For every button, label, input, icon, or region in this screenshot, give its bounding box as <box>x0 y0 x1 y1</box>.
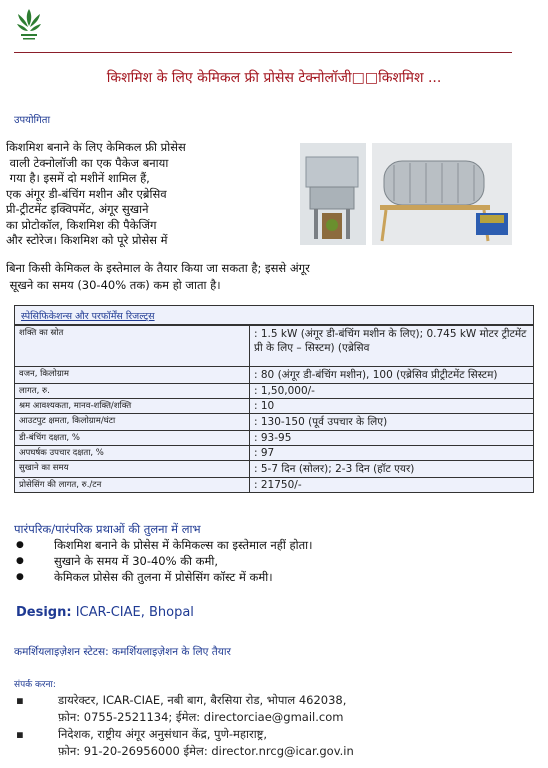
intro-line: और स्टोरेज। किशमिश को पूरे प्रोसेस में <box>6 233 168 247</box>
bullet-icon: ▪ <box>16 693 24 707</box>
spec-label: श्रम आवश्यकता, मानव-शक्ति/शक्ति <box>15 399 250 414</box>
table-row <box>15 384 533 399</box>
intro-paragraph <box>6 140 296 249</box>
spec-label: लागत, रु. <box>15 384 250 399</box>
intro-line: एक अंगूर डी-बंचिंग मशीन और एब्रेसिव <box>6 186 167 201</box>
abrasive-pretreatment-photo <box>372 143 512 245</box>
spec-label: शक्ति का स्रोत <box>15 326 250 367</box>
destemmer-photo <box>300 143 366 245</box>
spec-value: : 130-150 (पूर्व उपचार के लिए) <box>250 414 534 431</box>
table-row <box>15 326 533 367</box>
contact-list <box>14 692 534 760</box>
intro-tail <box>6 260 526 294</box>
list-item <box>14 726 534 760</box>
bullet-icon: ▪ <box>16 727 24 741</box>
table-row <box>15 399 533 414</box>
spec-value: : 93-95 <box>250 431 534 446</box>
intro-line: वाली टेक्नोलॉजी का एक पैकेज बनाया <box>6 155 169 170</box>
spec-value: : 97 <box>250 446 534 461</box>
contact-address: डायरेक्टर, ICAR-CIAE, नबी बाग, बैरसिया रोड, भोपाल 462038, <box>58 693 347 707</box>
table-row <box>15 414 533 431</box>
spec-value: : 21750/- <box>250 478 534 493</box>
comparison-title: पारंपरिक/पारंपरिक प्रथाओं की तुलना में लाभ <box>14 522 201 536</box>
table-row <box>15 431 533 446</box>
intro-line: गया है। इसमें दो मशीनें शामिल हैं, <box>6 171 150 185</box>
page-title: किशमिश के लिए केमिकल फ्री प्रोसेस टेक्नोलॉजी□□किशमिश ... <box>106 70 442 86</box>
design-credit <box>16 605 194 620</box>
contact-label: संपर्क करना: <box>14 680 56 690</box>
intro-line: सूखने का समय (30-40% तक) कम हो जाता है। <box>6 278 221 292</box>
comparison-list <box>14 537 313 585</box>
spec-label: डी-बंचिंग दक्षता, % <box>15 431 250 446</box>
spec-value: : 10 <box>250 399 534 414</box>
list-item: ● किशमिश बनाने के प्रोसेस में केमिकल्स का इस्तेमाल नहीं होता। <box>14 537 313 553</box>
design-label: Design: <box>16 605 72 620</box>
spec-label: वजन, किलोग्राम <box>15 367 250 384</box>
intro-line: प्री-ट्रीटमेंट इक्विपमेंट, अंगूर सुखाने <box>6 202 149 216</box>
spec-label: अपघर्षक उपचार दक्षता, % <box>15 446 250 461</box>
list-item <box>14 692 534 726</box>
specs-table <box>15 325 533 492</box>
machine-photos <box>300 143 512 245</box>
spec-value: : 1,50,000/- <box>250 384 534 399</box>
table-row <box>15 461 533 478</box>
intro-line: बिना किसी केमिकल के इस्तेमाल के तैयार किया जा सकता है; इससे अंगूर <box>6 261 310 275</box>
utility-label: उपयोगिता <box>14 115 51 126</box>
table-row <box>15 446 533 461</box>
icar-logo <box>14 6 44 46</box>
contact-phone-email: फ़ोन: 91-20-26956000 ईमेल: director.nrcg@icar.gov.in <box>58 744 354 758</box>
spec-value: : 1.5 kW (अंगूर डी-बंचिंग मशीन के लिए); 0.745 kW मोटर ट्रीटमेंट प्री के लिए – सिस्टम) (एब्रेसिव <box>250 326 534 367</box>
intro-line: किशमिश बनाने के लिए केमिकल फ्री प्रोसेस <box>6 140 186 154</box>
list-item: ● केमिकल प्रोसेस की तुलना में प्रोसेसिंग कॉस्ट में कमी। <box>14 569 313 585</box>
table-row <box>15 478 533 493</box>
table-row <box>15 367 533 384</box>
spec-label: आउटपुट क्षमता, किलोग्राम/घंटा <box>15 414 250 431</box>
spec-label: सुखाने का समय <box>15 461 250 478</box>
header-divider <box>14 52 512 53</box>
design-value: ICAR-CIAE, Bhopal <box>71 605 194 620</box>
spec-value: : 80 (अंगूर डी-बंचिंग मशीन), 100 (एब्रेसिव प्रीट्रीटमेंट सिस्टम) <box>250 367 534 384</box>
specs-panel <box>14 305 534 493</box>
commercialization-status: कमर्शियलाइज़ेशन स्टेटस: कमर्शियलाइज़ेशन के लिए तैयार <box>14 646 231 658</box>
spec-value: : 5-7 दिन (सोलर); 2-3 दिन (हॉट एयर) <box>250 461 534 478</box>
spec-label: प्रोसेसिंग की लागत, रु./टन <box>15 478 250 493</box>
specs-heading: स्पेसिफिकेशन्स और परफॉर्मेंस रिजल्ट्स <box>15 306 533 325</box>
list-item: ● सुखाने के समय में 30-40% की कमी, <box>14 553 313 569</box>
contact-phone-email: फ़ोन: 0755-2521134; ईमेल: directorciae@gmail.com <box>58 710 344 724</box>
intro-line: का प्रोटोकॉल, किशमिश की पैकेजिंग <box>6 217 157 232</box>
contact-address: निदेशक, राष्ट्रीय अंगूर अनुसंधान केंद्र, पुणे-महाराष्ट्र, <box>58 727 268 741</box>
